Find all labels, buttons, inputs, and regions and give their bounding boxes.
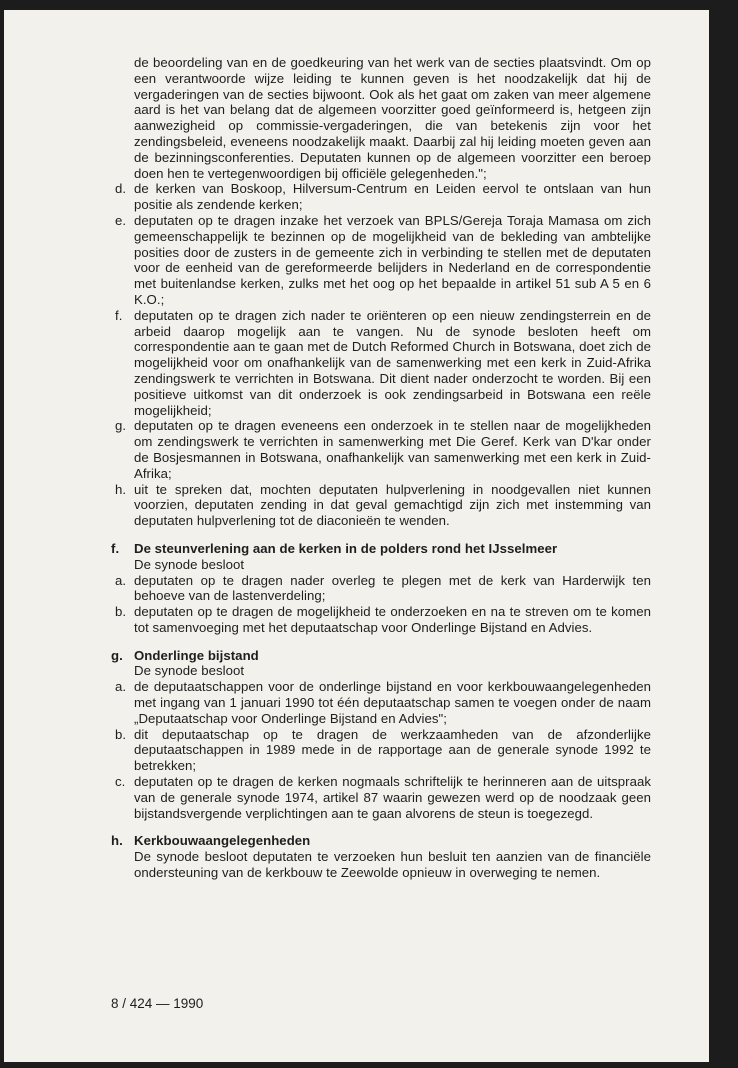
- list-item: [111, 418, 651, 481]
- section-heading: Onderlinge bijstand: [134, 647, 259, 663]
- item-text: deputaten op te dragen de kerken nogmaals schriftelijk te herinneren aan de uitspraak van de generale synode 1974, artikel 87 waarin gewezen werd op de noodzaak geen bijstandsvergende verplichtingen aan te gaan alvorens de steun is toegezegd.: [134, 774, 651, 821]
- item-text: dit deputaatschap op te dragen de werkzaamheden van de afzonderlijke deputaatschappen in 1989 mede in de rapportage aan de generale synode 1992 te betrekken;: [134, 726, 651, 774]
- list-item: [111, 727, 651, 774]
- item-label: c.: [115, 774, 126, 790]
- section-heading: Kerkbouwaangelegenheden: [134, 833, 311, 849]
- list-item: [111, 482, 651, 529]
- list-item: [111, 679, 651, 726]
- section-text: De synode besloot deputaten te verzoeken hun besluit ten aanzien van de financiële ondersteuning van de kerkbouw te Zeewolde opnieuw in overweging te nemen.: [134, 849, 651, 881]
- scan-border-right: [709, 0, 738, 1068]
- item-text: uit te spreken dat, mochten deputaten hulpverlening in noodgevallen niet kunnen voorzien, deputaten zending in dat geval gemachtigd zijn zich met instemming van deputaten hulpverlening tot de diaconieën te wenden.: [134, 481, 651, 529]
- item-text: deputaten op te dragen de mogelijkheid te onderzoeken en na te streven om te komen tot samenvoeging met het deputaatschap voor Onderlinge Bijstand en Advies.: [134, 604, 651, 635]
- item-text: deputaten op te dragen inzake het verzoek van BPLS/Gereja Toraja Mamasa om zich gemeenschappelijk te bezinnen op de mogelijkheid van de bekleding van ambtelijke posities door de zusters in de gemeente zich in verbinding te stellen met de deputaten voor de eenheid van de gereformeerde belijders in Nederland en de correspondentie met buitenlandse kerken, zulks met het oog op het bepaalde in artikel 51 sub A 5 en 6 K.O.;: [134, 212, 651, 307]
- page-footer: 8 / 424 — 1990: [111, 996, 204, 1011]
- list-item: [111, 181, 651, 213]
- item-text: deputaten op te dragen zich nader te oriënteren op een nieuw zendingsterrein en de arbeid daarop mogelijk aan te vangen. Nu de synode besloten heeft om correspondentie aan te gaan met de Dutch Reformed Church in Botswana, doet zich de mogelijkheid voor om onafhankelijk van de samenwerking met een kerk in Zuid-Afrika zendingswerk te verrichten in Botswana. Dit dient nader onderzocht te worden. Bij een positieve uitkomst van dit onderzoek is ook zendingsarbeid in Botswana een reële mogelijkheid;: [134, 307, 651, 418]
- list-item: [111, 573, 651, 605]
- item-label: a.: [115, 679, 127, 695]
- item-label: e.: [115, 212, 127, 228]
- item-label: f.: [115, 307, 123, 323]
- section-intro: De synode besloot: [134, 556, 245, 572]
- section-h: [111, 833, 651, 880]
- item-text: deputaten op te dragen eveneens een onderzoek in te stellen naar de mogelijkheden om zendingswerk te verrichten in samenwerking met Die Geref. Kerk van D'kar onder de Bosjesmannen in Botswana, onafhankelijk van samenwerking met een kerk in Zuid-Afrika;: [134, 418, 651, 481]
- item-text: de deputaatschappen voor de onderlinge bijstand en voor kerkbouwaangelegenheden met ingang van 1 januari 1990 tot één deputaatschap samen te voegen onder de naam „Deputaatschap voor Onderlinge Bijstand en Advies";: [134, 679, 651, 726]
- document-body: [111, 55, 651, 881]
- section-heading: De steunverlening aan de kerken in de polders rond het IJsselmeer: [134, 540, 558, 556]
- item-label: b.: [115, 726, 127, 742]
- item-label: g.: [115, 418, 127, 434]
- section-label: g.: [111, 647, 123, 663]
- section-f: [111, 541, 651, 573]
- item-label: a.: [115, 572, 127, 588]
- item-label: h.: [115, 481, 127, 497]
- list-item: [111, 213, 651, 308]
- intro-paragraph: de beoordeling van en de goedkeuring van het werk van de secties plaatsvindt. Om op een verantwoorde wijze leiding te kunnen geven is het noodzakelijk dat hij de vergaderingen van de secties bijwoont. Ook als het gaat om zaken van meer algemene aard is het van belang dat de algemeen voorzitter goed geïnformeerd is, hetgeen zijn aanwezigheid op commissie-vergaderingen, die van betekenis zijn voor het zendingsbeleid, eveneens noodzakelijk maakt. Daarbij zal hij leiding moeten geven aan de bezinningsconferenties. Deputaten kunnen op de algemeen voorzitter een beroep doen hen te vertegenwoordigen bij officiële gelegenheden.";: [134, 55, 651, 181]
- section-label: h.: [111, 833, 123, 849]
- item-text: de kerken van Boskoop, Hilversum-Centrum en Leiden eervol te ontslaan van hun positie als zendende kerken;: [134, 181, 651, 213]
- item-text: deputaten op te dragen nader overleg te plegen met de kerk van Harderwijk ten behoeve van de lastenverdeling;: [134, 572, 651, 604]
- section-label: f.: [111, 540, 120, 556]
- list-item: [111, 604, 651, 636]
- decision-list-e: [111, 181, 651, 529]
- item-label: d.: [115, 181, 127, 197]
- list-item: [111, 308, 651, 419]
- section-g: [111, 648, 651, 680]
- list-item: [111, 774, 651, 821]
- item-label: b.: [115, 604, 127, 620]
- scan-border-top: [0, 0, 738, 10]
- section-intro: De synode besloot: [134, 663, 245, 679]
